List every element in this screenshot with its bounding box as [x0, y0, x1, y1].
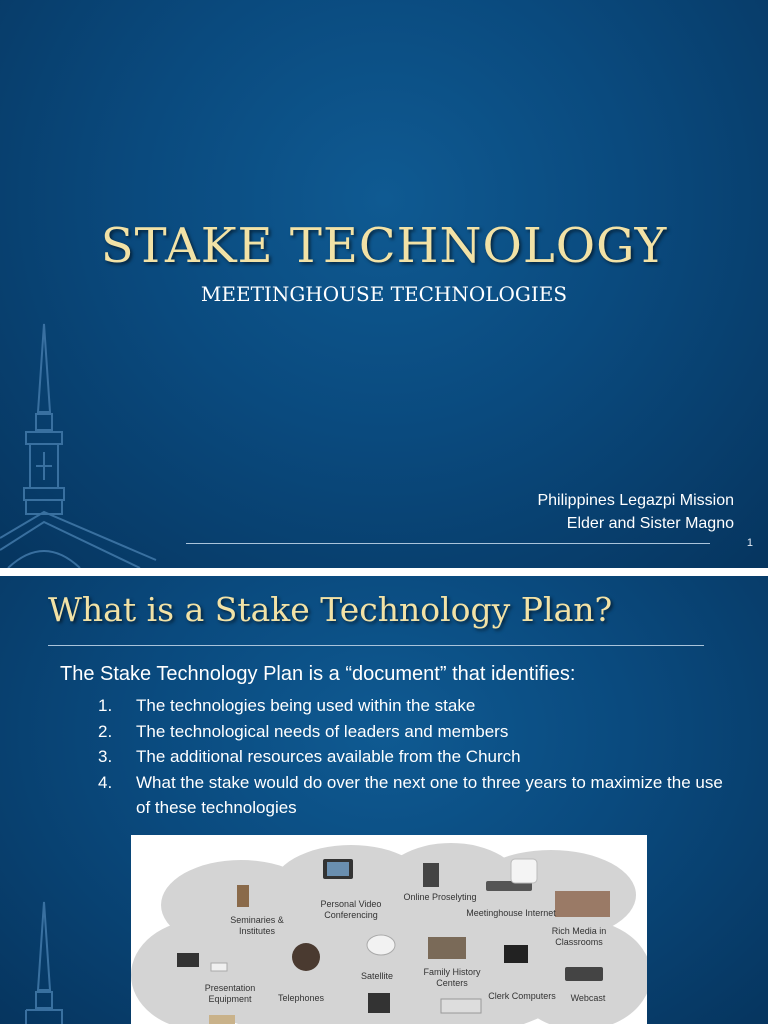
- page-number: 1: [746, 537, 753, 549]
- caption-rich-media: Rich Media in Classrooms: [551, 926, 607, 947]
- caption-video-conferencing: Personal Video Conferencing: [320, 899, 382, 920]
- slide-title: What is a Stake Technology Plan?: [48, 590, 613, 629]
- mission-name: Philippines Legazpi Mission: [537, 492, 734, 509]
- lead-text: The Stake Technology Plan is a “document” that identifies:: [60, 663, 576, 685]
- caption-satellite: Satellite: [360, 971, 394, 981]
- presenter-info: [537, 489, 734, 535]
- slide-subtitle: MEETINGHOUSE TECHNOLOGIES: [200, 282, 568, 306]
- list-item: 1. The technologies being used within the stake: [98, 696, 476, 715]
- technology-cloud-figure: [131, 835, 647, 1024]
- footer-rule: [186, 543, 710, 544]
- title-rule: [48, 645, 704, 646]
- list-item: 2. The technological needs of leaders and members: [98, 721, 509, 741]
- caption-family-history: Family History Centers: [423, 967, 481, 988]
- presenter-names: Elder and Sister Magno: [566, 515, 734, 532]
- list-item: 4. What the stake would do over the next one to three years to maximize the use of these technologies: [98, 772, 723, 817]
- slide-separator: [0, 568, 768, 576]
- plan-items-list: [98, 693, 738, 821]
- caption-seminaries: Seminaries & Institutes: [230, 915, 284, 936]
- caption-presentation: Presentation Equipment: [204, 983, 256, 1004]
- caption-meetinghouse-internet: Meetinghouse Internet: [466, 908, 556, 918]
- slide-title: STAKE TECHNOLOGY: [100, 218, 668, 274]
- caption-telephones: Telephones: [277, 993, 325, 1003]
- caption-webcast: Webcast: [570, 993, 606, 1003]
- church-steeple-icon: [0, 322, 160, 568]
- list-item: 3. The additional resources available from the Church: [98, 747, 521, 766]
- caption-clerk-computers: Clerk Computers: [488, 991, 556, 1001]
- caption-online-proselyting: Online Proselyting: [403, 892, 477, 902]
- church-steeple-icon: [0, 900, 90, 1024]
